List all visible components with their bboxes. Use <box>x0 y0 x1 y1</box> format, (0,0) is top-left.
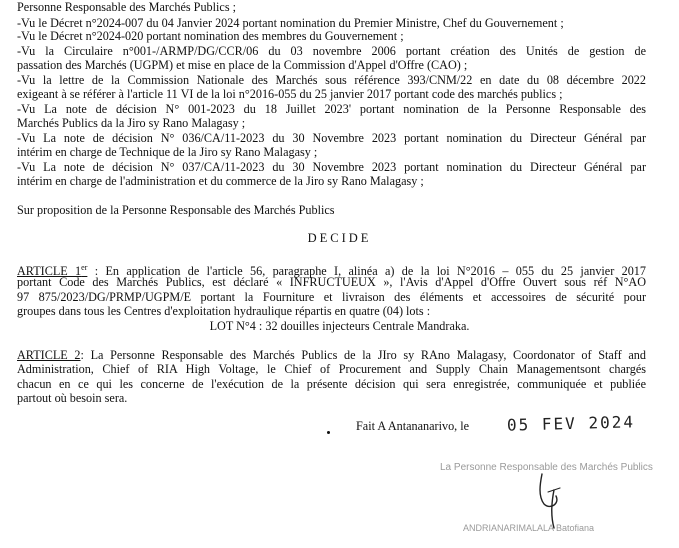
signature-scribble <box>520 470 600 530</box>
visa-line: exigeant à se référer à l'article 11 VI de la loi n°2016-055 du 25 janvier 2017 portant code des marchés publics ; <box>17 87 563 101</box>
visa-line: -Vu le Décret n°2024-020 portant nomination des membres du Gouvernement ; <box>17 29 404 43</box>
article2-line: chacun en ce qui les concerne de l'exécution de la présente décision qui sera enregistrée, communiquée et publiée <box>17 377 646 391</box>
proposition-line: Sur proposition de la Personne Responsable des Marchés Publics <box>17 203 335 217</box>
visa-line: -Vu La note de décision N° 036/CA/11-2023 du 30 Novembre 2023 portant nomination du Directeur Général par <box>17 131 646 145</box>
article1-line: 97 875/2023/DG/PRMP/UGPM/E portant la Fourniture et livraison des éléments et accessoires de sécurité pour <box>17 290 646 304</box>
visa-line: -Vu la lettre de la Commission Nationale des Marchés sous référence 393/CNM/22 en date du 08 décembre 2022 <box>17 73 646 87</box>
visa-line: -Vu le Décret n°2024-007 du 04 Janvier 2024 portant nomination du Premier Ministre, Chef du Gouvernement ; <box>17 16 564 30</box>
article2-line: Administration, Chief of RIA High Voltage, le Chief of Procurement and Supply Chain Managementsont chargés <box>17 362 646 376</box>
visa-line: -Vu La note de décision N° 037/CA/11-2023 du 30 Novembre 2023 portant nomination du Directeur Général par <box>17 160 646 174</box>
visa-line: intérim en charge de l'administration et du commerce de la Jiro sy Rano Malagasy ; <box>17 174 424 188</box>
article1-label: ARTICLE 1er <box>17 263 88 279</box>
article2-line: partout où besoin sera. <box>17 391 128 405</box>
article1-line: groupes dans tous les Centres d'exploitation hydraulique répartis en quatre (04) lots : <box>17 304 431 318</box>
visa-line: intérim en charge de Technique de la Jiro sy Rano Malagasy ; <box>17 145 318 159</box>
visa-line: Marchés Publics da la Jiro sy Rano Malagasy ; <box>17 116 246 130</box>
fait-line: Fait A Antananarivo, le <box>356 419 470 433</box>
date-stamp: 05 FEV 2024 <box>506 412 636 435</box>
decide-heading: DECIDE <box>307 231 372 245</box>
article2-line: ARTICLE 2: La Personne Responsable des Marchés Publics de la JIro sy RAno Malagasy, Coordonator of Staff and <box>17 348 646 362</box>
article2-label: ARTICLE 2 <box>17 348 81 362</box>
signatory-title: La Personne Responsable des Marchés Publics <box>440 462 653 473</box>
signatory-name: ANDRIANARIMALALA Batofiana <box>463 523 595 533</box>
visa-line: Personne Responsable des Marchés Publics ; <box>17 0 237 14</box>
lot-line: LOT N°4 : 32 douilles injecteurs Centrale Mandraka. <box>209 319 470 333</box>
ink-dot <box>327 431 330 434</box>
article1-line: ARTICLE 1er : En application de l'article 56, paragraphe I, alinéa a) de la loi N°2016 – 055 du 25 janvier 2017 <box>17 263 646 279</box>
article1-line: portant Code des Marchés Publics, est déclaré « INFRUCTUEUX », l'Avis d'Appel d'Offre Ouvert sous réf N°AO <box>17 275 646 289</box>
visa-line: passation des Marchés (UGPM) et mise en place de la Commission d'Appel d'Offre (CAO) ; <box>17 58 468 72</box>
visa-line: -Vu La note de décision N° 001-2023 du 18 Juillet 2023' portant nomination de la Personne Responsable des <box>17 102 646 116</box>
visa-line: -Vu la Circulaire n°001-/ARMP/DG/CCR/06 du 03 novembre 2006 portant création des Unités de gestion de <box>17 44 646 58</box>
